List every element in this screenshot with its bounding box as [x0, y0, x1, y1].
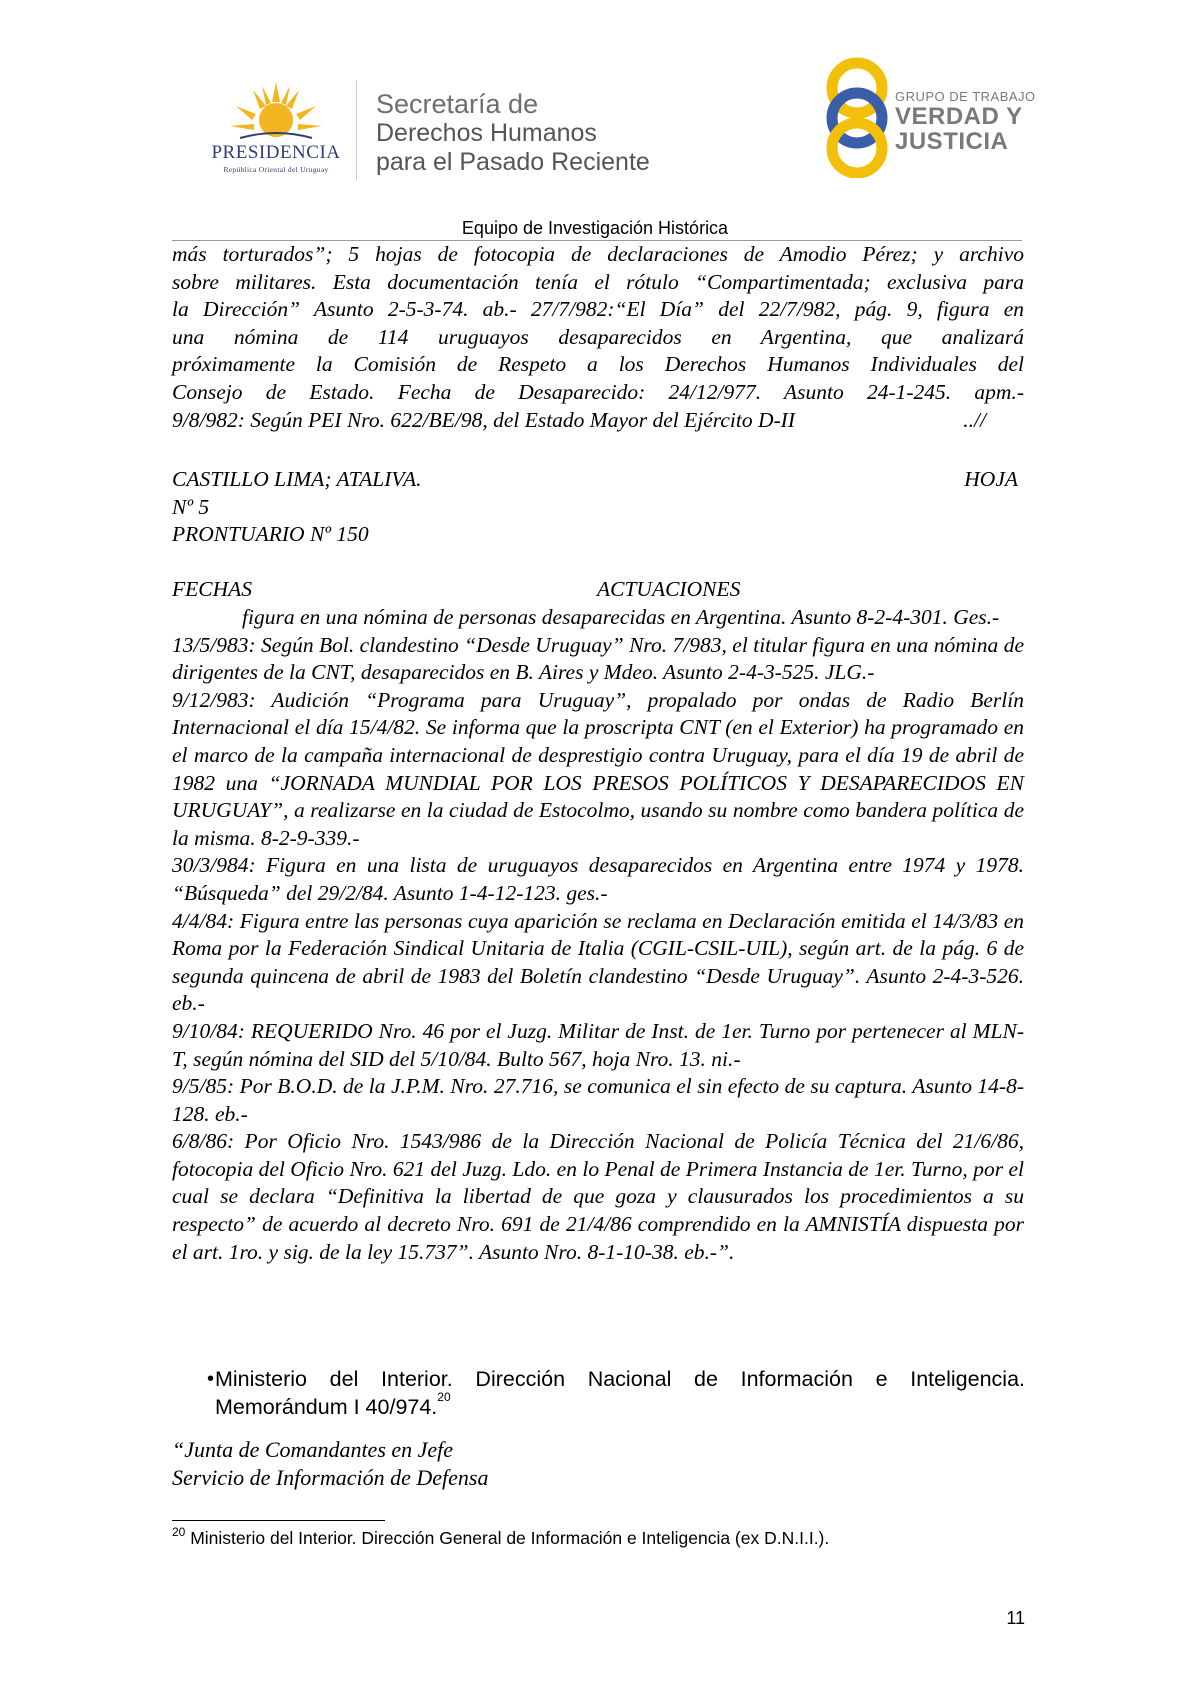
text-line: sobre militares. Esta documentación tenía el rótulo “Compartimentada; exclusiva para [172, 269, 1024, 294]
bullet-item [215, 1365, 1025, 1421]
presidencia-subtitle: República Oriental del Uruguay [223, 165, 329, 174]
footnote-rule [172, 1520, 385, 1521]
entry: figura en una nómina de personas desaparecidas en Argentina. Asunto 8-2-4-301. Ges.- [242, 605, 1000, 629]
bullet-icon: • [207, 1368, 215, 1390]
header-divider [356, 80, 357, 180]
entry: 13/5/983: Según Bol. clandestino “Desde Uruguay” Nro. 7/983, el titular figura en una nómina de dirigentes de la CNT, desaparecidos en B. Aires y Mdeo. Asunto 2-4-3-525. JLG.- [172, 632, 1024, 685]
entries [172, 604, 1024, 1266]
entry: 30/3/984: Figura en una lista de uruguayos desaparecidos en Argentina entre 1974 y 1978. “Búsqueda” del 29/2/84. Asunto 1-4-12-123. ges.- [172, 853, 1024, 905]
entry: 9/12/983: Audición “Programa para Uruguay”, propalado por ondas de Radio Berlín Internacional el día 15/4/82. Se informa que la proscripta CNT (en el Exterior) ha programado en el marco de la campaña internacional de desprestigio contra Uruguay, para el día 19 de abril de 1982 una “JORNADA MUNDIAL POR LOS PRESOS POLÍTICOS Y DESAPARECIDOS EN URUGUAY”, a realizarse en la ciudad de Estocolmo, usando su nombre como bandera política de la misma. 8-2-9-339.- [172, 687, 1024, 850]
record-name: CASTILLO LIMA; ATALIVA. [172, 467, 422, 491]
bullet-text: Ministerio del Interior. Dirección Nacional de Información e Inteligencia. Memorándum I 40/974. [215, 1367, 1025, 1419]
text-line: Consejo de Estado. Fecha de Desaparecido: 24/12/977. Asunto 24-1-245. apm.- [172, 379, 1024, 404]
col-fechas: FECHAS [172, 577, 253, 601]
hoja-label: HOJA [964, 467, 1018, 491]
secretaria-line2: Derechos Humanos [376, 119, 597, 147]
text-line: la Dirección” Asunto 2-5-3-74. ab.- 27/7/982:“El Día” del 22/7/982, pág. 9, figura en [172, 297, 1024, 322]
text-line: más torturados”; 5 hojas de fotocopia de declaraciones de Amodio Pérez; y archivo [172, 242, 1024, 266]
gtvj-line3: JUSTICIA [895, 128, 1009, 155]
section-header: Equipo de Investigación Histórica [461, 218, 729, 238]
text-line-left: 9/8/982: Según PEI Nro. 622/BE/98, del Estado Mayor del Ejército D-II [172, 407, 795, 432]
hoja-number: Nº 5 [172, 494, 210, 519]
continued-paragraph [172, 241, 1024, 434]
continuation-mark: ..// [963, 407, 986, 432]
text-line: próximamente la Comisión de Respeto a los Derechos Humanos Individuales del [172, 352, 1024, 377]
gtvj-line2: VERDAD Y [895, 103, 1023, 130]
entry: 9/10/84: REQUERIDO Nro. 46 por el Juzg. Militar de Inst. de 1er. Turno por pertenecer al MLN-T, según nómina del SID del 5/10/84. Bulto 567, hoja Nro. 13. ni.- [172, 1018, 1024, 1071]
col-actuaciones: ACTUACIONES [597, 577, 741, 601]
prontuario: PRONTUARIO Nº 150 [172, 522, 369, 547]
text-line: una nómina de 114 uruguayos desaparecidos en Argentina, que analizará [172, 324, 1024, 349]
footnote-text: Ministerio del Interior. Dirección General de Información e Inteligencia (ex D.N.I.I.). [185, 1528, 830, 1548]
quote-line: Servicio de Información de Defensa [172, 1464, 489, 1490]
verdad-justicia-rings-logo [818, 56, 896, 178]
footnote-number: 20 [172, 1525, 186, 1539]
entry: 4/4/84: Figura entre las personas cuya aparición se reclama en Declaración emitida el 14/3/83 en Roma por la Federación Sindical Unitaria de Italia (CGIL-CSIL-UIL), según art. de la pág. 6 de segunda quincena de abril de 1983 del Boletín clandestino “Desde Uruguay”. Asunto 2-4-3-526. eb.- [172, 908, 1024, 1016]
gtvj-line1: GRUPO DE TRABAJO [895, 89, 1036, 104]
verdad-justicia-wordmark [895, 89, 1036, 154]
column-headers [172, 576, 1024, 604]
footnote [172, 1525, 830, 1549]
record-heading [172, 466, 1024, 549]
presidencia-wordmark: PRESIDENCIA [211, 142, 341, 163]
secretaria-line1: Secretaría de [376, 89, 539, 119]
entry: 9/5/85: Por B.O.D. de la J.P.M. Nro. 27.716, se comunica el sin efecto de su captura. Asunto 14-8-128. eb.- [172, 1074, 1024, 1126]
page-number: 11 [1006, 1608, 1025, 1628]
secretaria-line3: para el Pasado Reciente [376, 148, 650, 176]
entry: 6/8/86: Por Oficio Nro. 1543/986 de la Dirección Nacional de Policía Técnica del 21/6/86, fotocopia del Oficio Nro. 621 del Juzg. Ldo. en lo Penal de Primera Instancia de 1er. Turno, por el cual se declara “Definitiva la libertad de que goza y clausurados los procedimientos a su respecto” de acuerdo al decreto Nro. 691 de 21/4/86 comprendido en la AMNISTÍA dispuesta por el art. 1ro. y sig. de la ley 15.737”. Asunto Nro. 8-1-10-38. eb.-”. [172, 1129, 1024, 1264]
text-line [172, 407, 1024, 435]
quote-line: “Junta de Comandantes en Jefe [172, 1437, 454, 1462]
footnote-ref[interactable]: 20 [437, 1390, 451, 1404]
secretaria-wordmark [376, 90, 650, 177]
quote-block [172, 1436, 1024, 1491]
